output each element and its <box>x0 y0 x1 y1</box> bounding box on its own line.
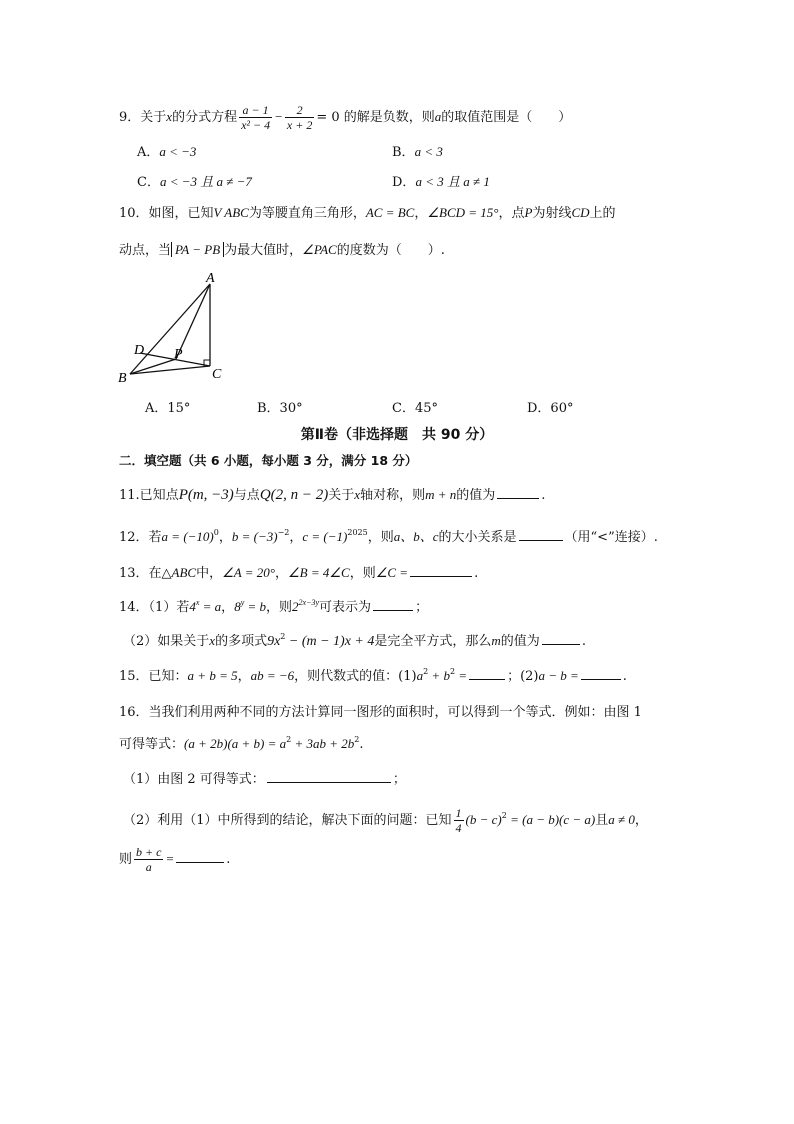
equation: + 3ab + 2b <box>291 736 355 751</box>
q14-text: 可表示为 <box>319 600 372 615</box>
exponent: 2 <box>423 667 429 676</box>
angle-pac: ∠PAC <box>302 242 337 257</box>
q14-text: 14．（1）若 <box>119 600 190 615</box>
frac-num: a − 1 <box>242 103 269 117</box>
base: 8 <box>234 599 241 614</box>
equation: ab = −6 <box>250 668 295 683</box>
punct: ， <box>221 600 235 615</box>
exponent: 2025 <box>347 528 368 537</box>
punct: ， <box>274 566 288 581</box>
q13-text: ，则 <box>349 566 376 581</box>
var-x: x <box>209 633 216 648</box>
exponent: 0 <box>213 528 219 537</box>
q12-text: （用“<”连接）. <box>564 530 658 545</box>
q9-option-c[interactable] <box>137 173 252 192</box>
polynomial: 9x <box>267 634 281 649</box>
punct: . <box>581 634 586 649</box>
exponent: x <box>195 598 200 607</box>
q16-fraction-bc-over-a <box>134 845 163 874</box>
q12-answer-blank[interactable] <box>519 528 563 541</box>
q14-2-answer-blank[interactable] <box>542 632 580 645</box>
q10-text: 为射线 <box>532 206 572 221</box>
q16-line3 <box>123 770 406 789</box>
exponent: 2 <box>449 667 456 676</box>
expr-a: a = (−10) <box>161 529 214 544</box>
option-text: A．15° <box>145 401 191 416</box>
frac-num: b + c <box>136 845 162 859</box>
option-label: A． <box>137 145 160 160</box>
punct: ， <box>634 813 648 828</box>
q11-stem <box>119 486 545 505</box>
base: 4 <box>189 599 196 614</box>
q14-text: ，则 <box>266 600 293 615</box>
exponent: 2 <box>286 735 292 744</box>
q10-text: 动点，当 <box>119 243 172 258</box>
option-label: C． <box>137 175 160 190</box>
q10-option-c[interactable] <box>392 400 438 418</box>
var-a: a <box>434 109 442 124</box>
q15-2-answer-blank[interactable] <box>581 667 621 680</box>
q11-text: 关于 <box>328 488 355 503</box>
q11-text: 的值为 <box>456 488 496 503</box>
frac-num: 1 <box>455 806 462 820</box>
frac-num: 2 <box>296 103 303 117</box>
exponent: 2 <box>501 811 507 820</box>
q10-option-b[interactable] <box>257 400 303 418</box>
q11-text: 与点 <box>233 488 260 503</box>
q10-number: 10．如图，已知 <box>119 206 214 221</box>
expr-b: b = (−3) <box>231 529 278 544</box>
equation: (a + 2b)(a + b) = a <box>184 736 287 751</box>
base: a <box>416 668 424 683</box>
equation: = <box>455 668 468 683</box>
punct: ； <box>392 772 406 787</box>
option-text: a < −3 <box>159 144 197 159</box>
exponent: 2 <box>354 735 360 744</box>
equation: = <box>165 851 175 866</box>
punct: ， <box>289 530 303 545</box>
q15-1-answer-blank[interactable] <box>469 667 505 680</box>
q13-text: 中， <box>196 566 223 581</box>
equation: ∠B = 4∠C <box>287 565 350 580</box>
q14-part1 <box>119 598 428 617</box>
q16-line2 <box>119 735 364 754</box>
q16-line5 <box>119 845 230 874</box>
q16-text: 且 <box>595 813 609 828</box>
q14-text: 的值为 <box>500 634 540 649</box>
q12-stem <box>119 528 658 547</box>
equation: = (a − b)(c − a) <box>506 812 596 827</box>
q12-text: 的大小关系是 <box>438 530 517 545</box>
option-text: a < 3 且 a ≠ 1 <box>415 174 490 189</box>
punct: ， <box>414 206 428 221</box>
equation: ∠A = 20° <box>222 565 275 580</box>
option-text: a < −3 且 a ≠ −7 <box>159 174 252 189</box>
q9-number: 9．关于 <box>119 110 167 125</box>
q9-text: 的取值范围是（ ） <box>441 110 572 125</box>
label-p: P <box>174 347 183 362</box>
section-2-title: 第Ⅱ卷（非选择题 共 90 分） <box>300 427 494 443</box>
q10-triangle-figure <box>110 270 240 390</box>
frac-den: a <box>134 859 163 874</box>
q10-text: 上的 <box>589 206 616 221</box>
q12-text: ，则 <box>367 530 394 545</box>
q16-text: （1）由图 2 可得等式： <box>123 772 265 787</box>
expression: m + n <box>425 487 457 502</box>
q9-stem <box>119 103 571 132</box>
frac-den: x² − 4 <box>241 118 271 132</box>
frac-den: 4 <box>455 821 462 835</box>
q9-option-a[interactable] <box>137 143 196 162</box>
q10-text: 的度数为（ ）. <box>336 243 445 258</box>
q15-text: ，则代数式的值：(1) <box>294 669 417 684</box>
abs-expression: PA − PB <box>171 242 224 257</box>
q10-text: ，点 <box>498 206 525 221</box>
option-text: B．30° <box>257 401 303 416</box>
label-b: B <box>118 371 127 386</box>
q9-option-b[interactable] <box>392 143 443 162</box>
q16-fraction-quarter <box>454 806 464 835</box>
q9-option-d[interactable] <box>392 173 490 192</box>
q10-stem-line1 <box>119 204 616 223</box>
label-d: D <box>134 343 145 358</box>
exponent: 2x−3y <box>298 598 320 607</box>
equation: = a <box>199 599 222 614</box>
q14-1-answer-blank[interactable] <box>373 598 413 611</box>
minus-sign: − <box>274 109 283 124</box>
vars-abc: a、b、c <box>393 529 439 544</box>
q16-text: 则 <box>119 852 133 867</box>
equation: a − b = <box>538 668 579 683</box>
q16-1-answer-blank[interactable] <box>267 770 391 783</box>
q11-answer-blank[interactable] <box>497 486 539 499</box>
equation: ∠BCD = 15° <box>427 205 499 220</box>
q11-text: 轴对称，则 <box>360 488 426 503</box>
q16-line1: 16．当我们利用两种不同的方法计算同一图形的面积时，可以得到一个等式．例如：由图 1 <box>119 705 642 720</box>
q16-2-answer-blank[interactable] <box>176 850 224 863</box>
exponent: y <box>240 598 245 607</box>
base: + b <box>428 668 450 683</box>
q10-option-d[interactable] <box>527 400 573 418</box>
option-text: D．60° <box>527 401 574 416</box>
q15-text: ；(2) <box>507 669 539 684</box>
equation: a ≠ 0 <box>608 812 635 827</box>
var-x: x <box>354 487 361 502</box>
q14-text: 的多项式 <box>215 634 268 649</box>
q9-text: 的分式方程 <box>172 110 238 125</box>
q12-text: 12．若 <box>119 530 162 545</box>
q10-text: 为最大值时， <box>224 243 303 258</box>
q9-fraction-2 <box>285 103 314 132</box>
q16-text: 可得等式： <box>119 737 185 752</box>
equation: = b <box>244 599 267 614</box>
polynomial: − (m − 1)x + 4 <box>285 634 375 649</box>
equation: (b − c) <box>465 812 502 827</box>
punct: . <box>622 669 627 684</box>
frac-den: x + 2 <box>286 118 313 132</box>
point-q: Q(2, n − 2) <box>259 487 329 503</box>
label-c: C <box>212 367 222 382</box>
ray-cd: CD <box>571 205 590 220</box>
punct: ， <box>237 669 251 684</box>
equation: AC = BC <box>365 205 415 220</box>
q9-text: = 0 的解是负数，则 <box>316 110 435 125</box>
q9-fraction-1 <box>239 103 272 132</box>
label-a: A <box>206 271 215 286</box>
punct: ； <box>415 600 429 615</box>
var-m: m <box>491 633 501 648</box>
q16-text: （2）利用（1）中所得到的结论，解决下面的问题：已知 <box>123 813 452 828</box>
exponent: 2 <box>280 632 286 641</box>
point-p: P(m, −3) <box>178 487 234 503</box>
punct: . <box>541 488 546 503</box>
punct: ， <box>218 530 232 545</box>
punct: . <box>359 737 364 752</box>
triangle-name: V ABC <box>213 205 249 220</box>
equation: ∠C = <box>375 565 409 580</box>
q14-text: （2）如果关于 <box>123 634 210 649</box>
q14-text: 是完全平方式，那么 <box>374 634 492 649</box>
q15-text: 15．已知： <box>119 669 188 684</box>
exponent: −2 <box>277 528 290 537</box>
option-text: C．45° <box>392 401 438 416</box>
var-p: P <box>524 205 533 220</box>
q13-stem <box>119 564 478 583</box>
q10-option-a[interactable] <box>145 400 190 418</box>
base: 2 <box>292 599 299 614</box>
var-x: x <box>166 109 173 124</box>
q14-part2 <box>123 632 586 651</box>
q13-text: 13．在△ <box>119 566 172 581</box>
punct: . <box>474 566 479 581</box>
equation: a + b = 5 <box>187 668 238 683</box>
q10-text: 为等腰直角三角形， <box>248 206 366 221</box>
q10-stem-line2 <box>119 241 445 260</box>
triangle-name: ABC <box>171 565 197 580</box>
expr-c: c = (−1) <box>302 529 348 544</box>
q11-text: 11.已知点 <box>119 488 179 503</box>
option-label: D． <box>392 175 416 190</box>
option-text: a < 3 <box>414 144 443 159</box>
punct: . <box>226 852 231 867</box>
section-2-subtitle: 二．填空题（共 6 小题，每小题 3 分，满分 18 分） <box>119 453 418 468</box>
q13-answer-blank[interactable] <box>410 564 472 577</box>
option-label: B． <box>392 145 415 160</box>
q15-stem <box>119 667 627 686</box>
q16-line4 <box>123 806 648 835</box>
